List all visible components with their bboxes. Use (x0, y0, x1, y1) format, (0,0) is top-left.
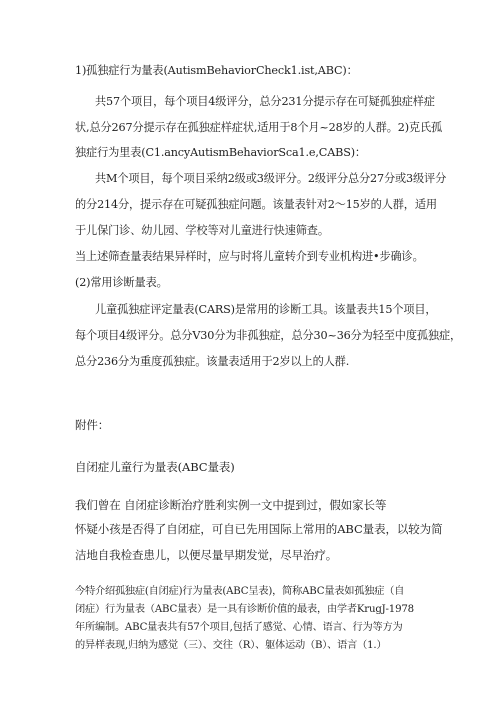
paragraph-line: 洁地自我检查患儿，以便尽量早期发觉，尽早治疗。 (75, 548, 338, 562)
paragraph-line: 当上述筛查量表结果异样时，应与时将儿童转介到专业机构进•步确诊。 (75, 250, 424, 263)
paragraph-line: 共57个项目，每个项目4级评分，总分231分提示存在可疑孤独症样症 (95, 95, 435, 108)
paragraph-line: 独症行为里表(C1.ancyAutismBehaviorSca1.e,CABS)： (75, 146, 366, 159)
paragraph-line: 于儿保门诊、幼儿园、学校等对儿童进行快速筛查。 (75, 224, 329, 237)
scale-title: 自闭症儿童行为量表(ABC量表) (75, 460, 235, 474)
paragraph-line: 共M个项目，每个项目采纳2级或3级评分。2级评分总分27分或3级评分 (95, 172, 447, 185)
paragraph-line: 我们曾在 自闭症诊断治疗胜利实例一文中提到过，假如家长等 (75, 498, 387, 512)
paragraph-line: 怀疑小孩是否得了自闭症，可自已先用国际上常用的ABC量表，以较为简 (75, 522, 443, 536)
paragraph-line: 今特介绍孤独症(自闭症)行为量表(ABC呈表)，简称ABC量表如孤独症（自 (75, 586, 405, 597)
section-heading-abc: 1)孤独症行为量表(AutismBehaviorCheck1.ist,ABC)： (75, 64, 358, 77)
paragraph-line: 总分236分为重度孤独症。该量表适用于2岁以上的人群. (75, 355, 350, 368)
paragraph-line: 每个项目4级评分。总分V30分为非孤独症，总分30~36分为轻至中度孤独症， (75, 329, 462, 342)
paragraph-line: 的异样表现,归纳为感觉（三）、交往（R）、躯体运动（B）、语言（1.） (75, 640, 387, 651)
paragraph-line: 儿童孤独症评定量表(CARS)是常用的诊断工具。该量表共15个项目， (95, 303, 437, 316)
paragraph-line: 闭症）行为量表（ABC量表）是一具有诊断价值的最表，由学者KrugJ-1978 (75, 604, 414, 615)
section-heading-diagnosis: (2)常用诊断量表。 (75, 276, 168, 289)
paragraph-line: 状,总分267分提示存在孤独症样症状,适用于8个月~28岁的人群。2)克氏孤 (75, 121, 443, 134)
appendix-heading: 附件： (75, 418, 110, 432)
paragraph-line: 年所编制。ABC量表共有57个项目,包括了感觉、心情、语言、行为等方为 (75, 622, 403, 633)
paragraph-line: 的分214分，提示存在可疑孤独症问题。该量表针对2～15岁的人群，适用 (75, 198, 437, 211)
